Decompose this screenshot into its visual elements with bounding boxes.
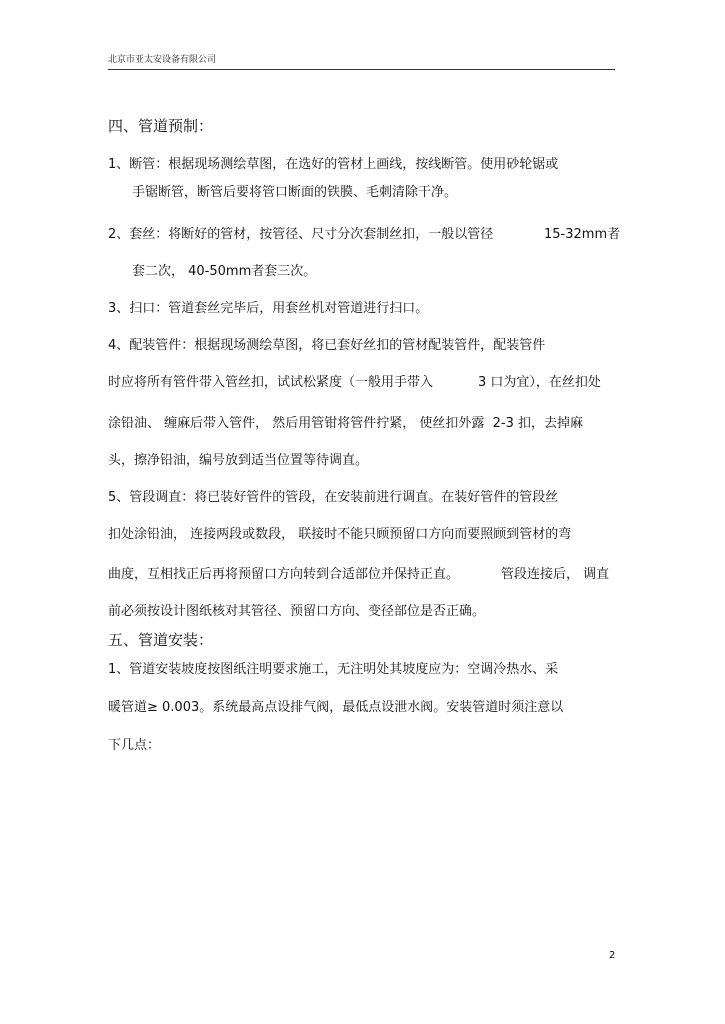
paragraph-line: 2、套丝：将断好的管材，按管径、尺寸分次套制丝扣，一般以管径 xyxy=(108,227,494,242)
paragraph-line: 扣处涂铅油， 连接两段或数段， 联接时不能只顾预留口方向而要照顾到管材的弯 xyxy=(108,527,572,542)
paragraph-line: 暖管道≥ 0.003。系统最高点设排气阀，最低点设泄水阀。安装管道时须注意以 xyxy=(108,700,564,715)
header-divider xyxy=(108,69,615,70)
paragraph-line: 曲度，互相找正后再将预留口方向转到合适部位并保持正直。 xyxy=(108,567,460,582)
paragraph-line: 1、断管：根据现场测绘草图，在选好的管材上画线，按线断管。使用砂轮锯或 xyxy=(108,157,559,172)
paragraph-line: 手锯断管，断管后要将管口断面的铁膜、毛刺清除干净。 xyxy=(132,185,458,200)
paragraph-line-fragment: 管段连接后， 调直 xyxy=(501,567,610,582)
paragraph-line: 4、配装管件：根据现场测绘草图，将已套好丝扣的管材配装管件，配装管件 xyxy=(108,338,546,353)
section5-heading: 五、管道安装： xyxy=(108,631,214,649)
paragraph-line: 头，擦净铅油，编号放到适当位置等待调直。 xyxy=(108,453,369,468)
paragraph-line: 5、管段调直：将已装好管件的管段，在安装前进行调直。在装好管件的管段丝 xyxy=(108,490,559,505)
paragraph-line: 套二次， 40-50mm者套三次。 xyxy=(132,264,317,279)
page-header-company: 北京市亚太安设备有限公司 xyxy=(108,55,217,65)
paragraph-line: 1、管道安装坡度按图纸注明要求施工，无注明处其坡度应为：空调冷热水、采 xyxy=(108,662,559,677)
paragraph-line-fragment: 3 口为宜），在丝扣处 xyxy=(478,375,601,390)
paragraph-line: 时应将所有管件带入管丝扣，试试松紧度（一般用手带入 xyxy=(108,375,434,390)
page-number: 2 xyxy=(609,950,616,961)
paragraph-line: 涂铅油、 缠麻后带入管件， 然后用管钳将管件拧紧， 使丝扣外露 2-3 扣，去掉麻 xyxy=(108,416,584,431)
paragraph-line: 前必须按设计图纸核对其管径、预留口方向、变径部位是否正确。 xyxy=(108,604,486,619)
section4-heading: 四、管道预制： xyxy=(108,117,214,135)
paragraph-line: 下几点： xyxy=(108,738,161,753)
paragraph-line: 3、扫口：管道套丝完毕后，用套丝机对管道进行扫口。 xyxy=(108,301,429,316)
paragraph-line-fragment: 15-32mm者 xyxy=(544,227,621,242)
